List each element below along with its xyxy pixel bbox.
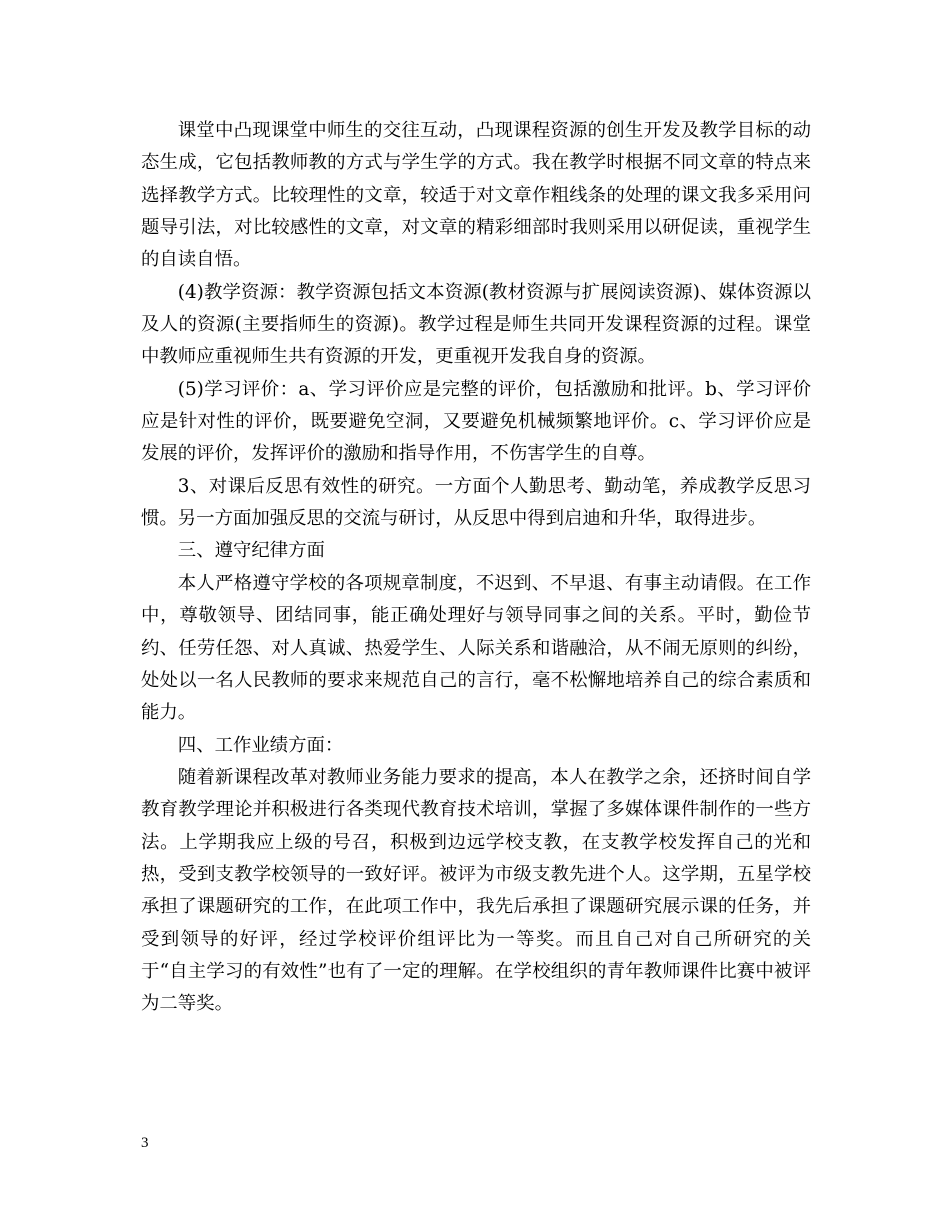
paragraph-discipline: 本人严格遵守学校的各项规章制度，不迟到、不早退、有事主动请假。在工作中，尊敬领导、团结同事，能正确处理好与领导同事之间的关系。平时，勤俭节约、任劳任怨、对人真诚、热爱学生、人际关系和谐融洽，从不闹无原则的纠纷，处处以一名人民教师的要求来规范自己的言行，毫不松懈地培养自己的综合素质和能力。: [141, 572, 811, 724]
section-heading-discipline: 三、遵守纪律方面: [177, 540, 325, 562]
document-body: [141, 115, 811, 1021]
paragraph-reflection-research: 3、对课后反思有效性的研究。一方面个人勤思考、勤动笔，养成教学反思习惯。另一方面加强反思的交流与研讨，从反思中得到启迪和升华，取得进步。: [141, 475, 811, 530]
paragraph-achievements: 随着新课程改革对教师业务能力要求的提高，本人在教学之余，还挤时间自学教育教学理论并积极进行各类现代教育技术培训，掌握了多媒体课件制作的一些方法。上学期我应上级的号召，积极到边远学校支教，在支教学校发挥自己的光和热，受到支教学校领导的一致好评。被评为市级支教先进个人。这学期，五星学校承担了课题研究的工作，在此项工作中，我先后承担了课题研究展示课的任务，并受到领导的好评，经过学校评价组评比为一等奖。而且自己对自己所研究的关于“自主学习的有效性”也有了一定的理解。在学校组织的青年教师课件比赛中被评为二等奖。: [141, 766, 811, 1015]
page-number: 3: [141, 1135, 149, 1151]
paragraph-teaching-methods: 课堂中凸现课堂中师生的交往互动，凸现课程资源的创生开发及教学目标的动态生成，它包括教师教的方式与学生学的方式。我在教学时根据不同文章的特点来选择教学方式。比较理性的文章，较适于对文章作粗线条的处理的课文我多采用问题导引法，对比较感性的文章，对文章的精彩细部时我则采用以研促读，重视学生的自读自悟。: [141, 120, 811, 271]
paragraph-learning-evaluation: (5)学习评价：a、学习评价应是完整的评价，包括激励和批评。b、学习评价应是针对性的评价，既要避免空洞，又要避免机械频繁地评价。c、学习评价应是发展的评价，发挥评价的激励和指导作用，不伤害学生的自尊。: [141, 378, 811, 465]
paragraph-teaching-resources: (4)教学资源：教学资源包括文本资源(教材资源与扩展阅读资源)、媒体资源以及人的资源(主要指师生的资源)。教学过程是师生共同开发课程资源的过程。课堂中教师应重视师生共有资源的开发，更重视开发我自身的资源。: [141, 281, 811, 368]
section-heading-achievements: 四、工作业绩方面：: [177, 734, 344, 756]
